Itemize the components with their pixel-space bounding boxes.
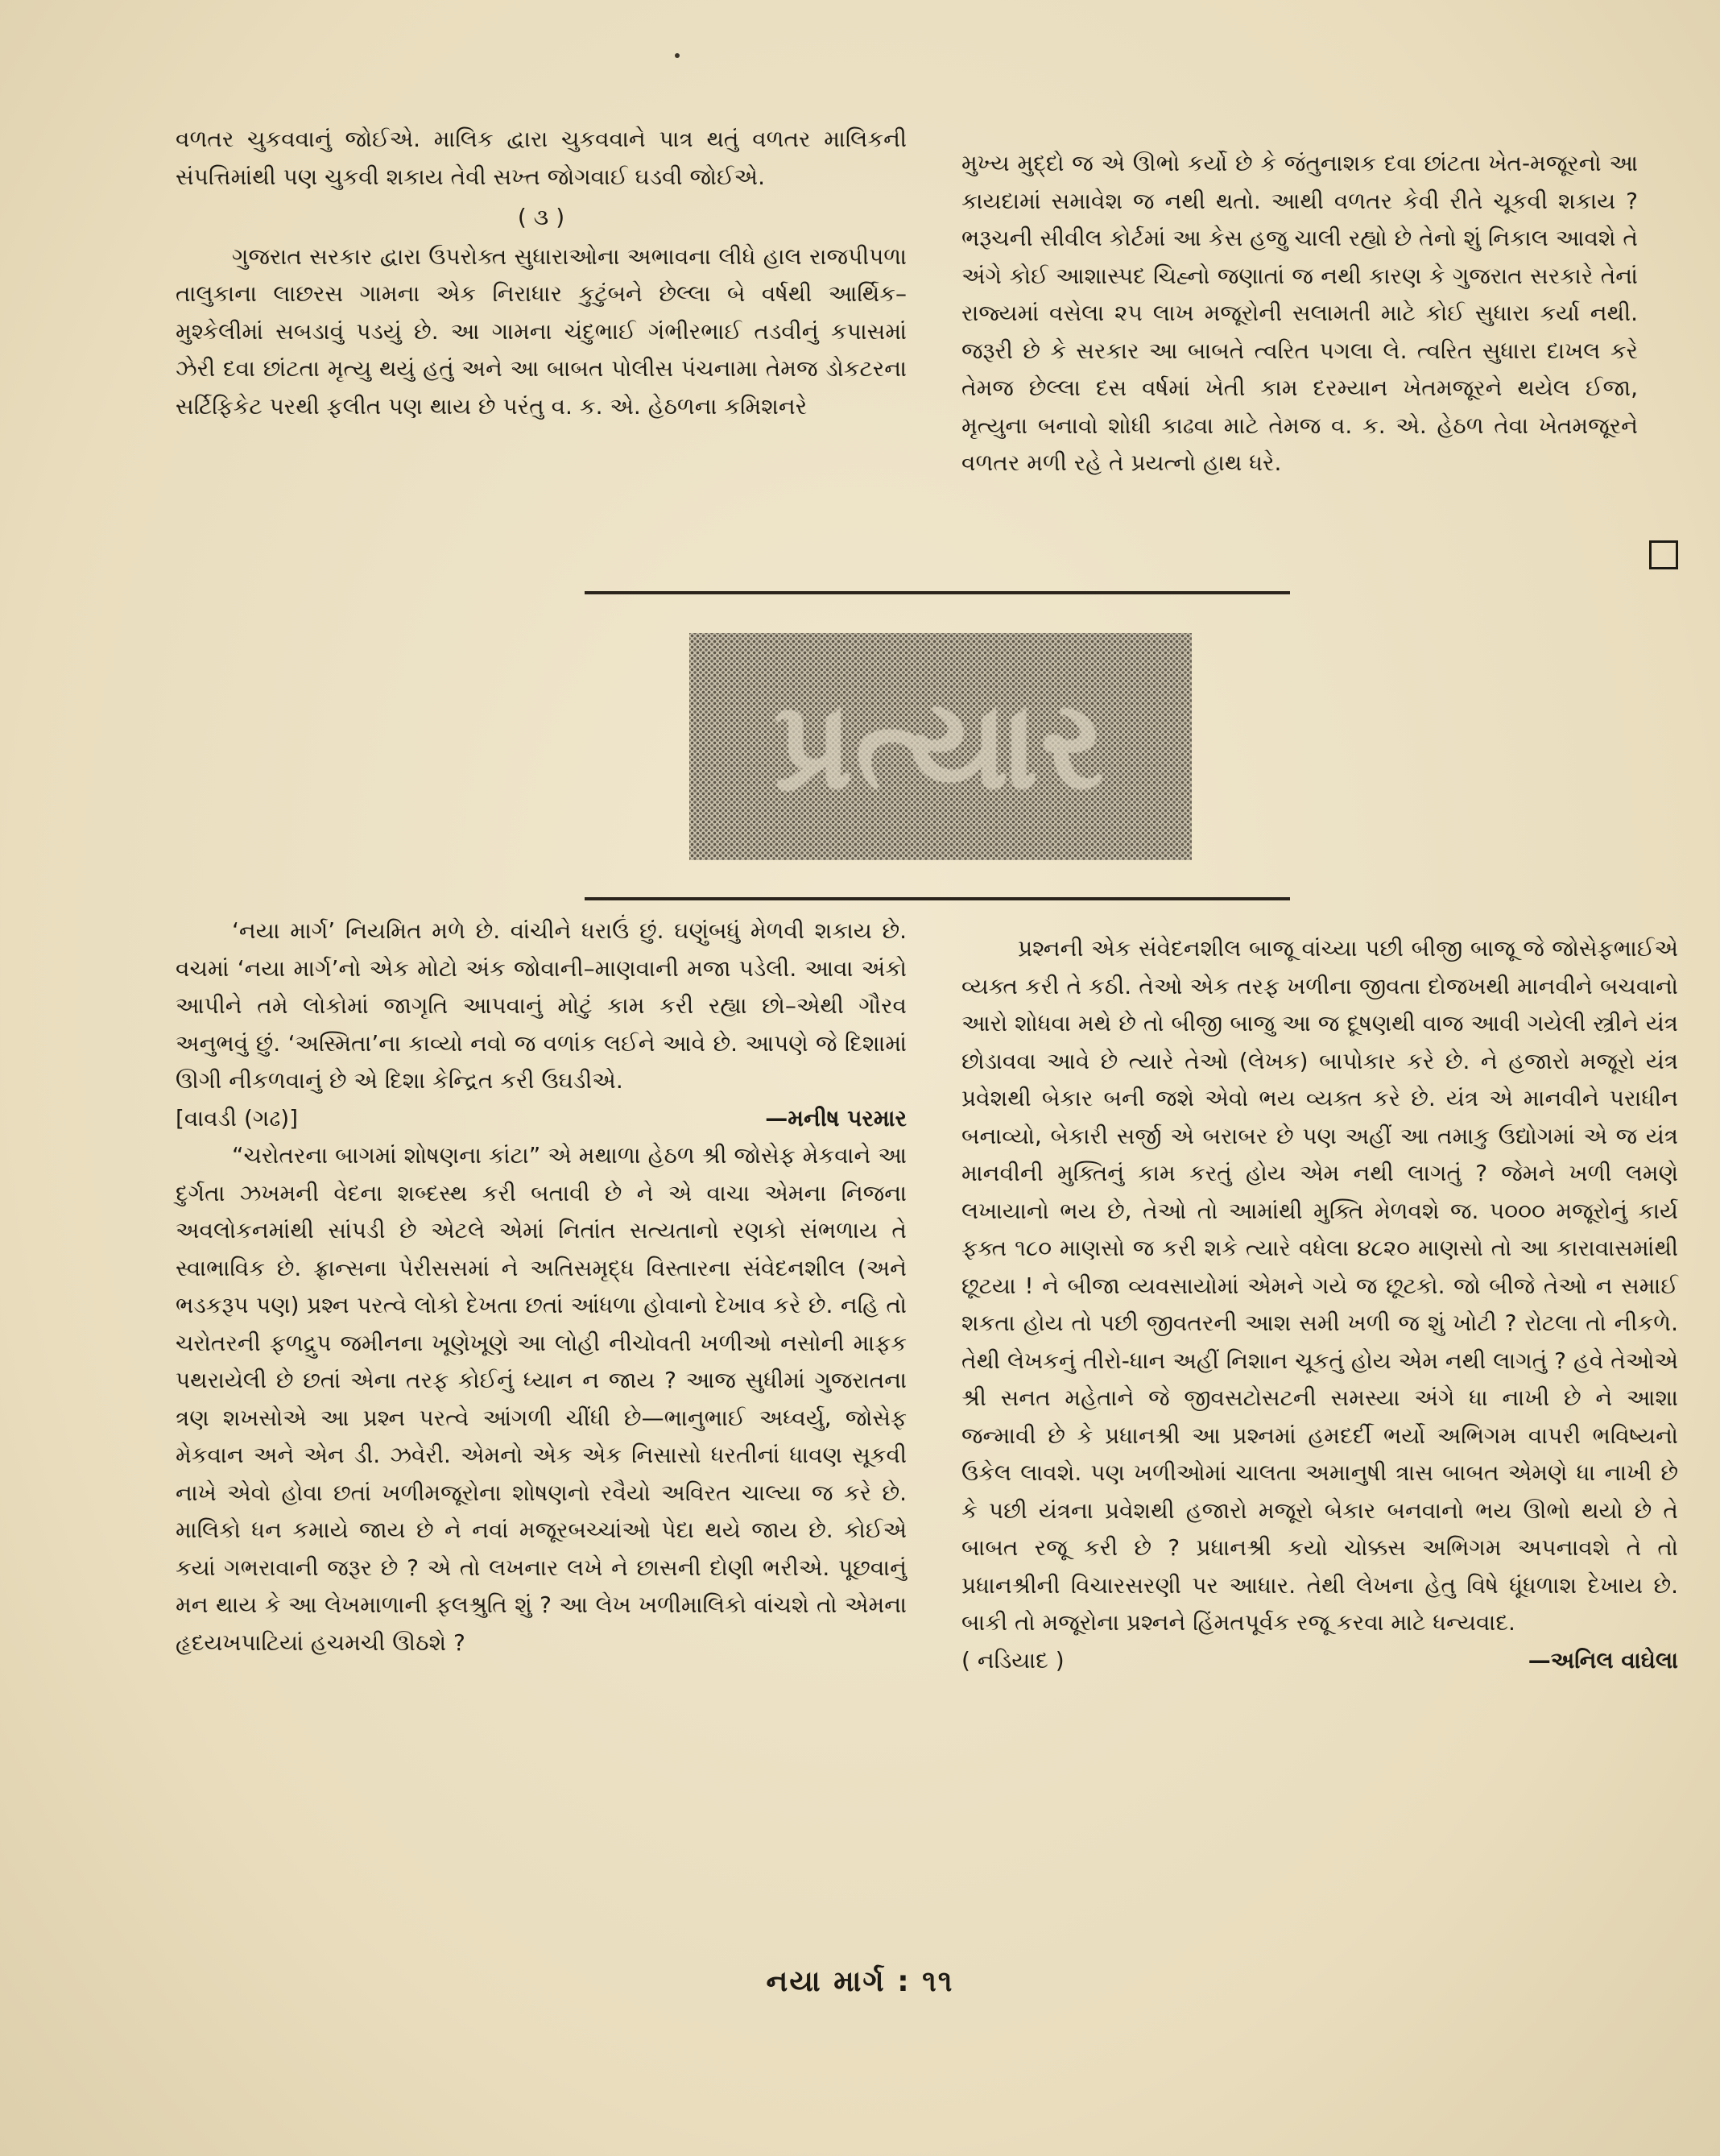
top-divider (585, 591, 1290, 594)
top-right-paragraph: મુખ્ય મુદ્દો જ એ ઊભો કર્યો છે કે જંતુનાશક દવા છાંટતા ખેત-મજૂરનો આ કાયદામાં સમાવેશ જ નથી થતો. આથી વળતર કેવી રીતે ચૂકવી શકાય ? ભરૂચની સીવીલ કોર્ટમાં આ કેસ હજુ ચાલી રહ્યો છે તેનો શું નિકાલ આવશે તે અંગે કોઈ આશાસ્પદ ચિહ્નો જણાતાં જ નથી કારણ કે ગુજરાત સરકારે તેનાં રાજ્યમાં વસેલા ૨૫ લાખ મજૂરોની સલામતી માટે કોઈ સુધારા કર્યા નથી. જરૂરી છે કે સરકાર આ બાબતે ત્વરિત પગલા લે. ત્વરિત સુધારા દાખલ કરે તેમજ છેલ્લા દસ વર્ષમાં ખેતી કામ દરમ્યાન ખેતમજૂરને થયેલ ઈજા, મૃત્યુના બનાવો શોધી કાઢવા માટે તેમજ વ. ક. એ. હેઠળ તેવા ખેતમજૂરને વળતર મળી રહે તે પ્રયત્નો હાથ ધરે. (961, 150, 1638, 476)
letter-3-signoff (961, 1642, 1678, 1680)
banner-title: પ્રત્યાર (774, 675, 1107, 816)
top-left-paragraph-1: વળતર ચુકવવાનું જોઈએ. માલિક દ્વારા ચુકવવાને પાત્ર થતું વળતર માલિકની સંપત્તિમાંથી પણ ચુકવી શકાય તેવી સખ્ત જોગવાઈ ઘડવી જોઈએ. (176, 126, 907, 190)
letter-1-body: ‘નયા માર્ગ’ નિયમિત મળે છે. વાંચીને ધરાઉં છું. ઘણુંબધું મેળવી શકાય છે. વચમાં ‘નયા માર્ગ’નો એક મોટો અંક જોવાની–માણવાની મજા પડેલી. આવા અંકો આપીને તમે લોકોમાં જાગૃતિ આપવાનું મોટું કામ કરી રહ્યા છો–એથી ગૌરવ અનુભવું છું. ‘અસ્મિતા’ના કાવ્યો નવો જ વળાંક લઈને આવે છે. આપણે જે દિશામાં ઊગી નીકળવાનું છે એ દિશા કેન્દ્રિત કરી ઉઘડીએ. (176, 917, 907, 1094)
speck-mark (675, 53, 680, 58)
bottom-right-column (961, 930, 1678, 1679)
section-marker: ( ૩ ) (517, 204, 565, 230)
top-left-paragraph-2: ગુજરાત સરકાર દ્વારા ઉપરોક્ત સુધારાઓના અભાવના લીધે હાલ રાજપીપળા તાલુકાના લાછરસ ગામના એક નિરાધાર કુટુંબને છેલ્લા બે વર્ષથી આર્થિક–મુશ્કેલીમાં સબડાવું પડયું છે. આ ગામના ચંદુભાઈ ગંભીરભાઈ તડવીનું કપાસમાં ઝેરી દવા છાંટતા મૃત્યુ થયું હતું અને આ બાબત પોલીસ પંચનામા તેમજ ડોકટરના સર્ટિફિકેટ પરથી ફલીત પણ થાય છે પરંતુ વ. ક. એ. હેઠળના કમિશનરે (176, 242, 907, 420)
section-banner (689, 633, 1192, 860)
bottom-divider (585, 897, 1290, 900)
letter-1-author: —મનીષ પરમાર (765, 1104, 907, 1132)
top-left-column (176, 121, 907, 425)
letter-1-place: [વાવડી (ગઢ)] (176, 1104, 299, 1132)
top-right-column (961, 145, 1638, 482)
letter-3-body: પ્રશ્નની એક સંવેદનશીલ બાજૂ વાંચ્યા પછી બીજી બાજૂ જે જોસેફભાઈએ વ્યક્ત કરી તે કઠી. તેઓ એક તરફ ખળીના જીવતા દોજખથી માનવીને બચવાનો આરો શોધવા મથે છે તો બીજી બાજુ આ જ દૂષણથી વાજ આવી ગયેલી સ્ત્રીને યંત્ર છોડાવવા આવે છે ત્યારે તેઓ (લેખક) બાપોકાર કરે છે. ને હજારો મજૂરો યંત્ર પ્રવેશથી બેકાર બની જશે એવો ભય વ્યક્ત કરે છે. યંત્ર એ માનવીને પરાધીન બનાવ્યો, બેકારી સર્જી એ બરાબર છે પણ અહીં આ તમાકુ ઉદ્યોગમાં એ જ યંત્ર માનવીની મુક્તિનું કામ કરતું હોય એમ નથી લાગતું ? જેમને ખળી લમણે લખાયાનો ભય છે, તેઓ તો આમાંથી મુક્તિ મેળવશે જ. ૫૦૦૦ મજૂરોનું કાર્ય ફક્ત ૧૮૦ માણસો જ કરી શકે ત્યારે વધેલા ૪૮૨૦ માણસો તો આ કારાવાસમાંથી છૂટયા ! ને બીજા વ્યવસાયોમાં એમને ગયે જ છૂટકો. જો બીજે તેઓ ન સમાઈ શકતા હોય તો પછી જીવતરની આશ સમી ખળી જ શું ખોટી ? રોટલા તો નીકળે. તેથી લેખકનું તીરો-ધાન અહીં નિશાન ચૂકતું હોય એમ નથી લાગતું ? હવે તેઓએ શ્રી સનત મહેતાને જે જીવસટોસટની સમસ્યા અંગે ધા નાખી છે ને આશા જન્માવી છે કે પ્રધાનશ્રી આ પ્રશ્નમાં હમદર્દી ભર્યો અભિગમ વાપરી ભવિષ્યનો ઉકેલ લાવશે. પણ ખળીઓમાં ચાલતા અમાનુષી ત્રાસ બાબત એમણે ધા નાખી છે કે પછી યંત્રના પ્રવેશથી હજારો મજૂરો બેકાર બનવાનો ભય ઊભો થયો છે તે બાબત રજૂ કરી છે ? પ્રધાનશ્રી કયો ચોક્કસ અભિગમ અપનાવશે તે તો પ્રધાનશ્રીની વિચારસરણી પર આધાર. તેથી લેખના હેતુ વિષે ધૂંધળાશ દેખાય છે. બાકી તો મજૂરોના પ્રશ્નને હિંમતપૂર્વક રજૂ કરવા માટે ધન્યવાદ. (961, 935, 1678, 1636)
letter-2-body: “ચરોતરના બાગમાં શોષણના કાંટા” એ મથાળા હેઠળ શ્રી જોસેફ મેકવાને આ દુર્ગતા ઝખમની વેદના શબ્દસ્થ કરી બતાવી છે ને એ વાચા એમના નિજના અવલોકનમાંથી સાંપડી છે એટલે એમાં નિતાંત સત્યતાનો રણકો સંભળાય તે સ્વાભાવિક છે. ફ્રાન્સના પેરીસસમાં ને અતિસમૃદ્ધ વિસ્તારના સંવેદનશીલ (અને ભડકરૂપ પણ) પ્રશ્ન પરત્વે લોકો દેખતા છતાં આંધળા હોવાનો દેખાવ કરે છે. નહિ તો ચરોતરની ફળદ્રુપ જમીનના ખૂણેખૂણે આ લોહી નીચોવતી ખળીઓ નસોની માફક પથરાયેલી છે છતાં એના તરફ કોઈનું ધ્યાન ન જાય ? આજ સુધીમાં ગુજરાતના ત્રણ શખસોએ આ પ્રશ્ન પરત્વે આંગળી ચીંધી છે—ભાનુભાઈ અધ્વર્યુ, જોસેફ મેકવાન અને એન ડી. ઝવેરી. એમનો એક એક નિસાસો ધરતીનાં ધાવણ સૂકવી નાખે એવો હોવા છતાં ખળીમજૂરોના શોષણનો રવૈયો અવિરત ચાલ્યા જ કરે છે. માલિકો ધન કમાયે જાય છે ને નવાં મજૂરબચ્ચાંઓ પેદા થયે જાય છે. કોઈએ કયાં ગભરાવાની જરૂર છે ? એ તો લખનાર લખે ને છાસની દોણી ભરીએ. પૂછવાનું મન થાય કે આ લેખમાળાની ફલશ્રુતિ શું ? આ લેખ ખળીમાલિકો વાંચશે તો એમના હૃદયખપાટિયાં હચમચી ઊઠશે ? (176, 1142, 907, 1656)
letter-3-place: ( નડિયાદ ) (961, 1646, 1065, 1674)
letter-1-signoff (176, 1100, 907, 1138)
bottom-left-column (176, 912, 907, 1661)
letter-3-author: —અનિલ વાઘેલા (1528, 1646, 1678, 1674)
end-mark-box-icon (1649, 540, 1678, 569)
page-footer: નયા માર્ગ : ૧૧ (766, 1965, 954, 1998)
